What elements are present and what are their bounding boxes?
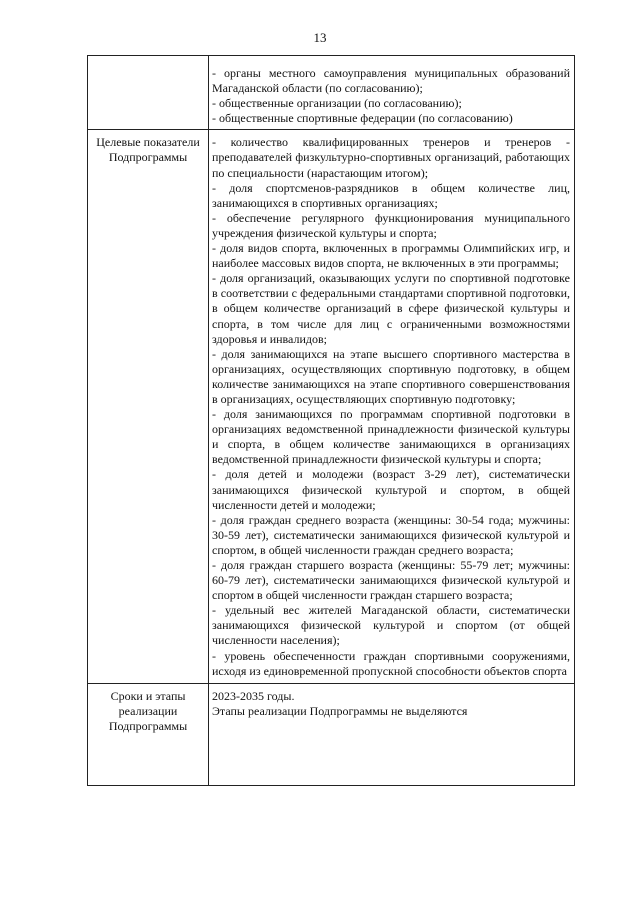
row-content <box>209 56 575 130</box>
list-item: - уровень обеспеченности граждан спортивными сооружениями, исходя из единовременной пропускной способности объектов спорта <box>212 648 570 678</box>
row-content <box>209 683 575 785</box>
table-row-target-indicators <box>88 130 575 683</box>
list-item: - органы местного самоуправления муниципальных образований Магаданской области (по согласованию); <box>212 66 570 96</box>
list-item: - доля детей и молодежи (возраст 3-29 лет), систематически занимающихся физической культурой и спортом, в общей численности детей и молодежи; <box>212 467 570 512</box>
list-item: - доля граждан старшего возраста (женщины: 55-79 лет; мужчины: 60-79 лет), систематически занимающихся физической культурой и спортом в общей численности граждан старшего возраста; <box>212 558 570 603</box>
table-row-participants <box>88 56 575 130</box>
row-label: Целевые показатели Подпрограммы <box>88 130 209 683</box>
list-item: - общественные организации (по согласованию); <box>212 96 462 111</box>
list-item: - обеспечение регулярного функционирования муниципального учреждения физической культуры и спорта; <box>212 210 570 240</box>
list-item: - общественные спортивные федерации (по согласованию) <box>212 111 513 126</box>
list-item: 2023-2035 годы. <box>212 688 295 703</box>
row-content <box>209 130 575 683</box>
list-item: - доля организаций, оказывающих услуги по спортивной подготовке в соответствии с федеральными стандартами спортивной подготовки, в общем количестве организаций в сфере физической культуры и спорта, в том числе для лиц с ограниченными возможностями здоровья и инвалидов; <box>212 271 570 346</box>
list-item: - доля занимающихся по программам спортивной подготовки в организациях ведомственной принадлежности физической культуры и спорта, в общем количестве занимающихся в организациях ведомственной принадлежности физической культуры и спорта; <box>212 407 570 467</box>
list-item: - удельный вес жителей Магаданской области, систематически занимающихся физической культурой и спортом (от общей численности населения); <box>212 603 570 648</box>
row-label: Сроки и этапы реализации Подпрограммы <box>88 683 209 785</box>
list-item: - доля спортсменов-разрядников в общем количестве лиц, занимающихся в спортивных организациях; <box>212 180 570 210</box>
list-item: - доля граждан среднего возраста (женщины: 30-54 года; мужчины: 30-59 лет), систематически занимающихся физической культурой и спортом, в общей численности граждан среднего возраста; <box>212 512 570 557</box>
table-row-timeline <box>88 683 575 785</box>
row-label <box>88 56 209 130</box>
page-number: 13 <box>313 30 327 45</box>
list-item: Этапы реализации Подпрограммы не выделяются <box>212 703 468 718</box>
list-item: - доля занимающихся на этапе высшего спортивного мастерства в организациях, осуществляющих спортивную подготовку, в общем количестве занимающихся на этапе спортивного совершенствования в организациях, осуществляющих спортивную подготовку; <box>212 346 570 406</box>
list-item: - доля видов спорта, включенных в программы Олимпийских игр, и наиболее массовых видов спорта, не включенных в эти программы; <box>212 241 570 271</box>
list-item: - количество квалифицированных тренеров и тренеров - преподавателей физкультурно-спортивных организаций, работающих по специальности (нарастающим итогом); <box>212 135 570 180</box>
subprogram-passport-table <box>87 55 575 786</box>
